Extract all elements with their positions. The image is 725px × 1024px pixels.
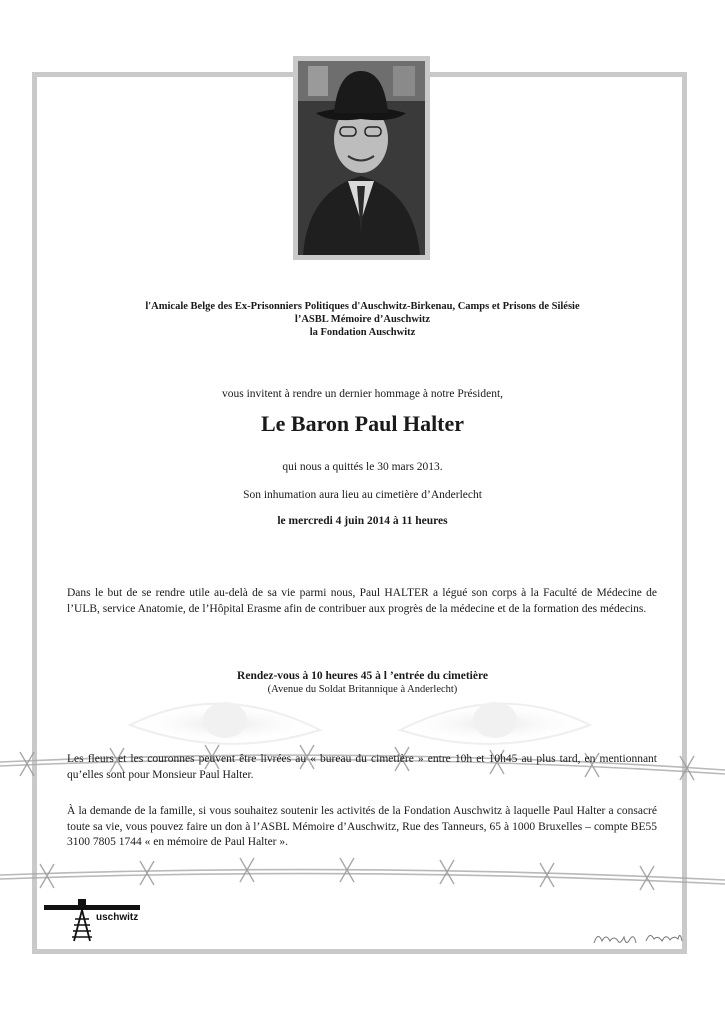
artist-signature [590,925,685,949]
org-fondation: la Fondation Auschwitz [309,327,416,338]
body-paragraph-flowers: Les fleurs et les couronnes peuvent être livrées au « bureau du cimetière » entre 10h et 10h45 au plus tard, en mentionnant qu’elles sont pour Monsieur Paul Halter. [67,753,657,781]
burial-place: Son inhumation aura lieu au cimetière d’Anderlecht [243,489,482,501]
invite-text: vous invitent à rendre un dernier hommage à notre Président, [221,388,504,400]
auschwitz-gate-logo-icon [44,895,140,943]
rendezvous-address: (Avenue du Soldat Britannique à Anderlecht) [267,684,458,695]
passed-date: qui nous a quittés le 30 mars 2013. [282,461,443,473]
portrait-frame [293,56,430,260]
logo-text: uschwitz [96,912,139,923]
rendezvous-title: Rendez-vous à 10 heures 45 à l ’entrée du cimetière [237,670,488,682]
org-memoire: l’ASBL Mémoire d’Auschwitz [294,314,431,325]
body-paragraph-support: À la demande de la famille, si vous souhaitez soutenir les activités de la Fondation Auschwitz à laquelle Paul Halter a consacré toute sa vie, vous pouvez faire un don à l’ASBL Mémoire d’Auschwitz, Rue des Tanneurs, 65 à 1000 Bruxelles – compte BE55 3100 7805 1744 « en mémoire de Paul Halter ». [67,805,657,848]
organizations-block [40,300,685,339]
portrait-photo [298,61,425,255]
burial-datetime: le mercredi 4 juin 2014 à 11 heures [277,515,448,527]
body-paragraph-donation: Dans le but de se rendre utile au-delà de sa vie parmi nous, Paul HALTER a légué son corps à la Faculté de Médecine de l’ULB, service Anatomie, de l’Hôpital Erasme afin de contribuer aux progrès de la médecine et de la formation des médecins. [67,587,657,615]
org-amicale: l'Amicale Belge des Ex-Prisonniers Politiques d'Auschwitz-Birkenau, Camps et Prisons de Silésie [145,301,580,312]
deceased-name: Le Baron Paul Halter [260,411,465,436]
